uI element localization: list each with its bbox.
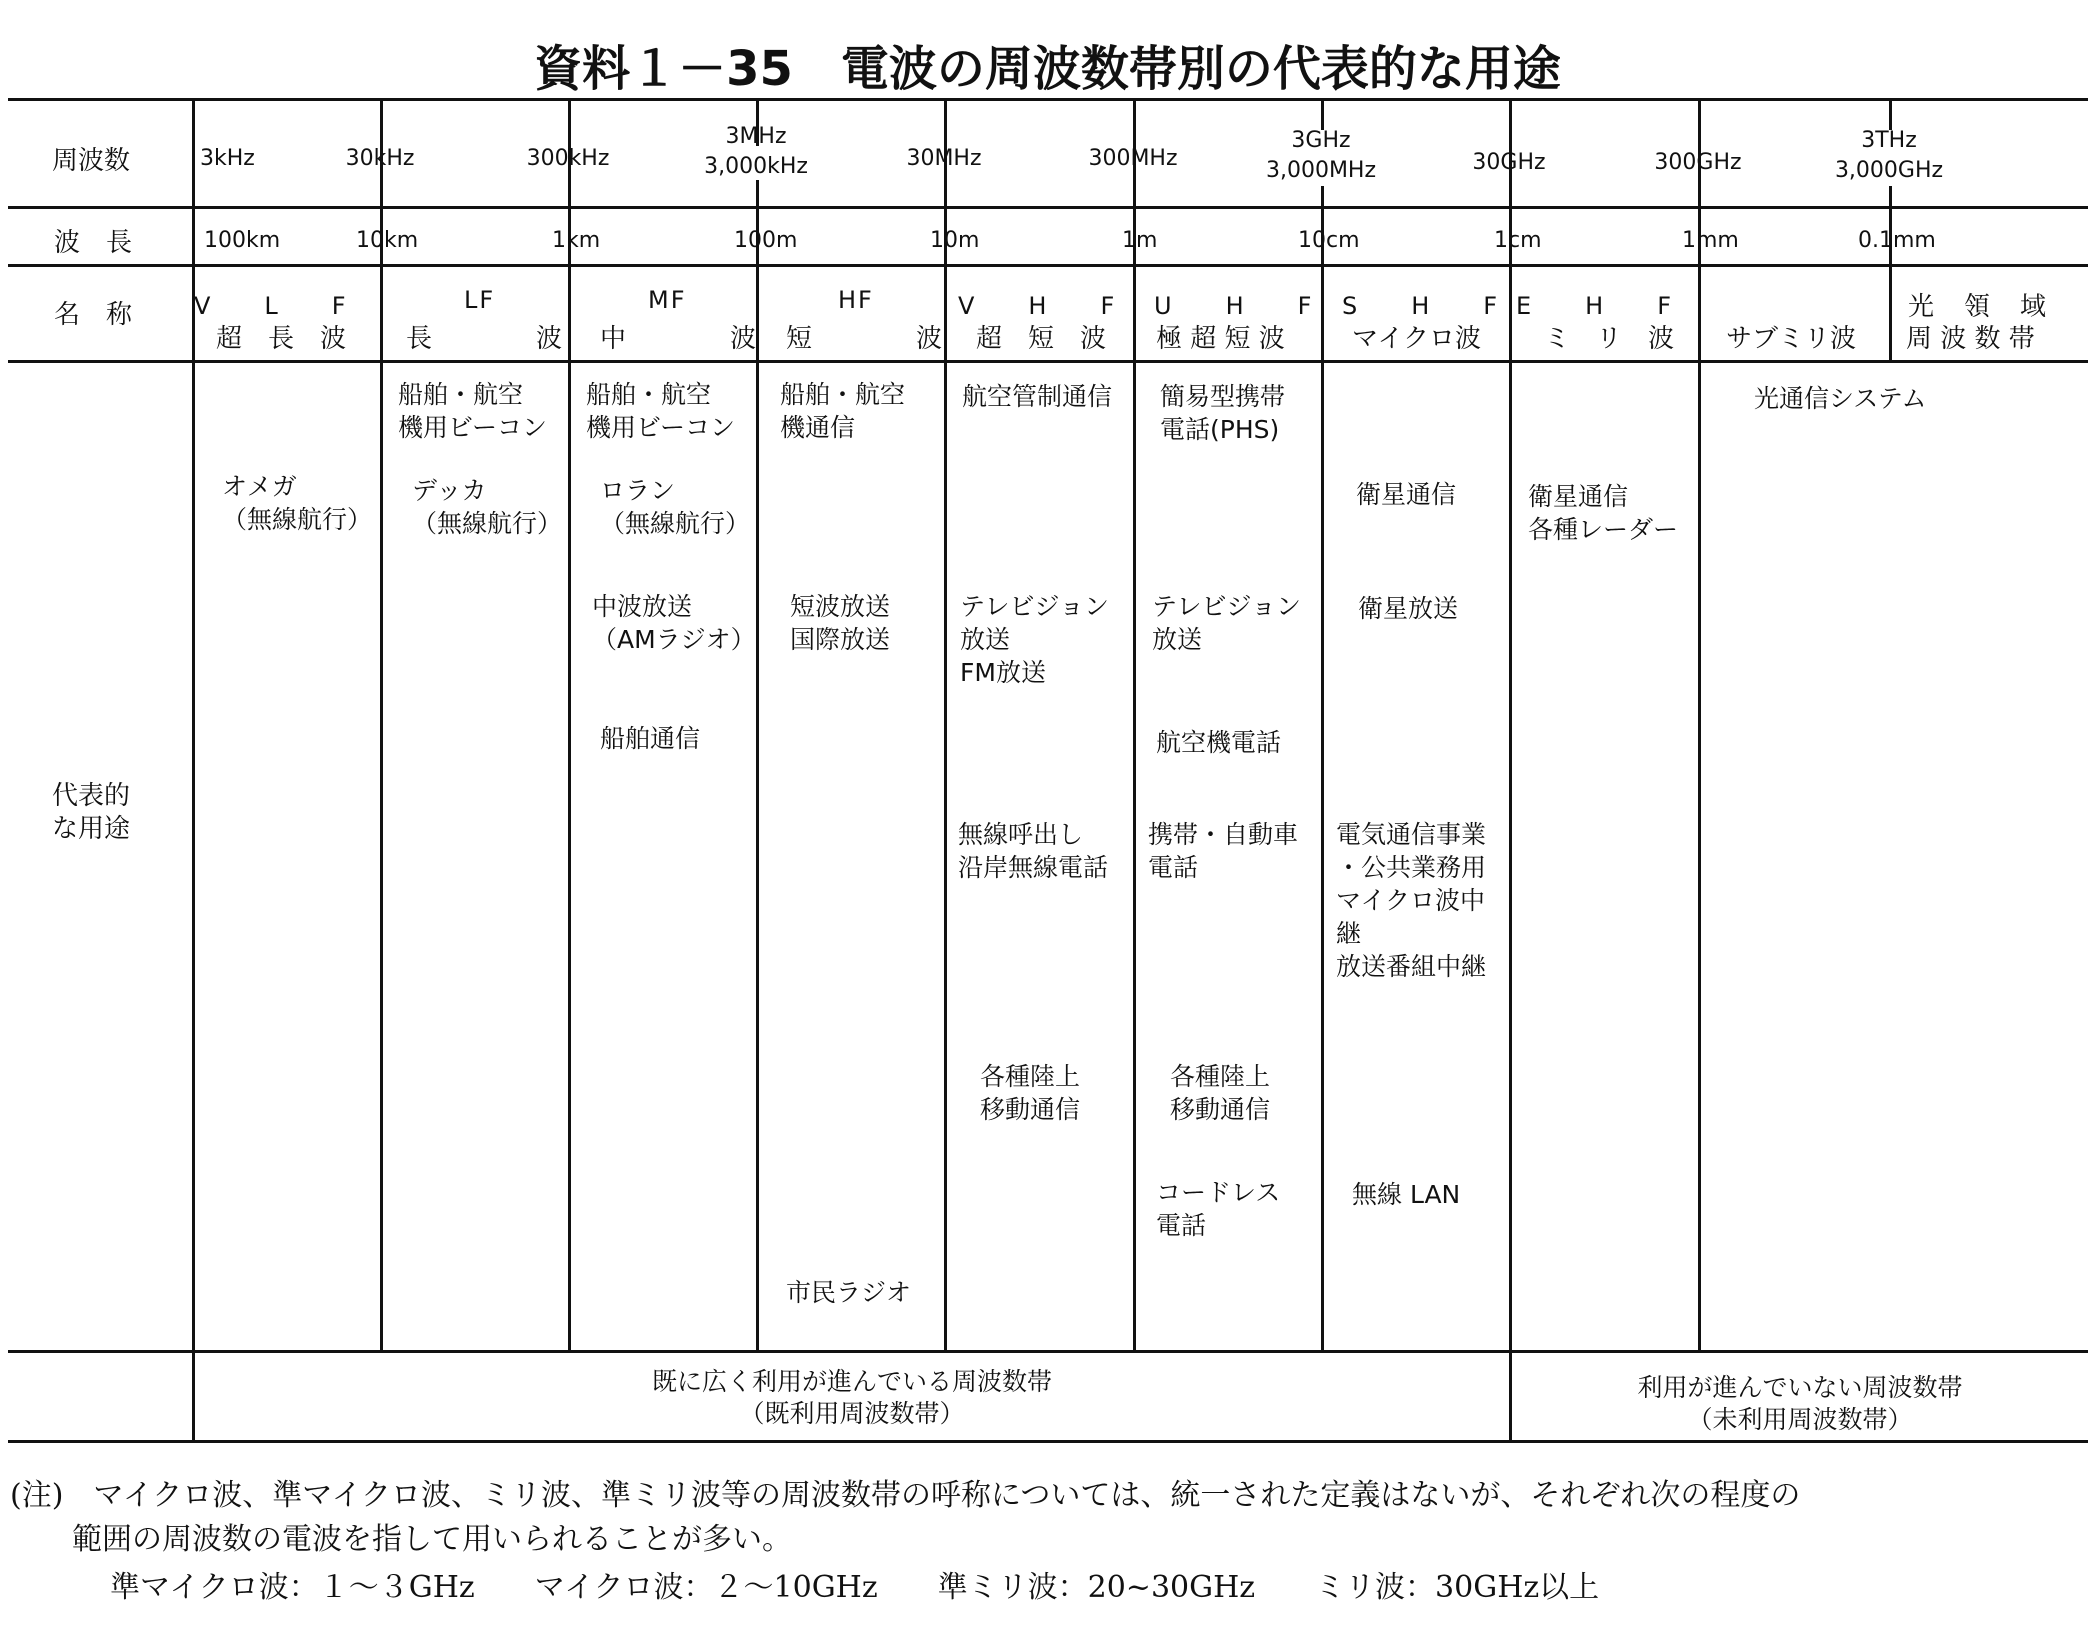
- wavelength-label: 10km: [356, 228, 419, 253]
- use-item: テレビジョン 放送 FM放送: [960, 592, 1110, 687]
- use-item: 各種陸上 移動通信: [980, 1062, 1081, 1124]
- column-rule: [1509, 264, 1512, 1440]
- freq-row-rule: [8, 206, 2088, 209]
- use-item: 市民ラジオ: [786, 1278, 912, 1307]
- band-name-vhf: 超 短 波: [976, 324, 1107, 354]
- row-header-wavelength: 波 長: [54, 228, 133, 258]
- column-rule: [380, 264, 383, 1350]
- wavelength-label: 100km: [204, 228, 281, 253]
- use-item: 航空管制通信: [962, 382, 1113, 411]
- band-name-lf: 長 波: [406, 324, 563, 354]
- column-rule: [756, 264, 759, 1350]
- use-item: 各種陸上 移動通信: [1170, 1062, 1271, 1124]
- table-top-rule: [8, 98, 2088, 101]
- note-line-3: 準マイクロ波：１～３GHz マイクロ波：２～10GHz 準ミリ波：20~30GHz ミリ波：30GHz以上: [110, 1570, 1600, 1605]
- band-abbr-mf: MF: [648, 286, 687, 314]
- wave-row-rule: [8, 264, 2088, 267]
- band-abbr-lf: LF: [464, 286, 496, 314]
- band-abbr-optical: 光 領 域: [1908, 292, 2049, 322]
- used-bands-label: 既に広く利用が進んでいる周波数帯 （既利用周波数帯）: [651, 1367, 1052, 1428]
- use-item: 衛星放送: [1358, 594, 1459, 623]
- use-item: 光通信システム: [1754, 384, 1927, 413]
- unused-bands-label: 利用が進んでいない周波数帯 （未利用周波数帯）: [1637, 1373, 1963, 1434]
- name-row-rule: [8, 360, 2088, 363]
- row-header-uses: 代表的 な用途: [52, 781, 131, 844]
- column-rule: [1321, 264, 1324, 1350]
- band-abbr-shf: S H F: [1342, 292, 1500, 320]
- band-name-ehf: ミ リ 波: [1544, 324, 1675, 354]
- band-name-uhf: 極 超 短 波: [1156, 324, 1285, 354]
- freq-label: 30kHz: [345, 146, 415, 171]
- note-line-2: 範囲の周波数の電波を指して用いられることが多い。: [72, 1522, 792, 1557]
- freq-label: 300MHz: [1088, 146, 1178, 171]
- band-name-hf: 短 波: [786, 324, 943, 354]
- use-item: 衛星通信 各種レーダー: [1528, 482, 1679, 544]
- use-item: 衛星通信: [1356, 480, 1457, 509]
- use-item: 中波放送 （AMラジオ）: [592, 592, 756, 654]
- band-abbr-vlf: V L F: [194, 292, 348, 320]
- page-title: 資料１－35 電波の周波数帯別の代表的な用途: [534, 41, 1561, 97]
- use-item: 無線呼出し 沿岸無線電話: [958, 820, 1109, 882]
- freq-label: 300kHz: [526, 146, 610, 171]
- use-item: 無線 LAN: [1352, 1180, 1461, 1209]
- use-item: 船舶通信: [600, 724, 701, 753]
- use-item: 携帯・自動車 電話: [1148, 820, 1299, 882]
- freq-label: 3kHz: [200, 146, 255, 171]
- use-item: コードレス 電話: [1156, 1178, 1281, 1240]
- row-header-frequency: 周波数: [52, 146, 131, 176]
- use-item: デッカ （無線航行）: [412, 476, 563, 538]
- use-item: 船舶・航空 機通信: [780, 380, 906, 442]
- use-item: 船舶・航空 機用ビーコン: [586, 380, 736, 442]
- use-item: 簡易型携帯 電話(PHS): [1160, 382, 1286, 444]
- uses-bottom-rule: [8, 1350, 2088, 1353]
- use-item: 電気通信事業 ・公共業務用 マイクロ波中 継 放送番組中継: [1336, 820, 1487, 981]
- column-rule: [1698, 264, 1701, 1350]
- use-item: 船舶・航空 機用ビーコン: [398, 380, 548, 442]
- band-name-mf: 中 波: [600, 324, 757, 354]
- column-rule: [1133, 264, 1136, 1350]
- use-item: 短波放送 国際放送: [790, 592, 891, 654]
- wavelength-label: 10m: [930, 228, 980, 253]
- band-abbr-uhf: U H F: [1154, 292, 1314, 320]
- band-name-shf: マイクロ波: [1352, 324, 1481, 354]
- column-rule: [1889, 264, 1892, 360]
- row-header-name: 名 称: [54, 300, 133, 330]
- use-item: テレビジョン 放送: [1152, 592, 1302, 654]
- freq-label: 3MHz 3,000kHz: [704, 124, 808, 179]
- wavelength-label: 1m: [1122, 228, 1158, 253]
- wavelength-label: 1mm: [1682, 228, 1739, 253]
- band-name-optical: 周 波 数 帯: [1906, 324, 2035, 354]
- freq-label: 3GHz 3,000MHz: [1265, 128, 1377, 183]
- band-name-vlf: 超 長 波: [216, 324, 347, 354]
- freq-label: 3THz 3,000GHz: [1834, 128, 1944, 183]
- wavelength-label: 1km: [552, 228, 601, 253]
- use-item: ロラン （無線航行）: [600, 476, 751, 538]
- wavelength-label: 100m: [734, 228, 798, 253]
- column-rule: [568, 264, 571, 1350]
- wavelength-label: 0.1mm: [1858, 228, 1936, 253]
- band-abbr-ehf: E H F: [1516, 292, 1674, 320]
- band-abbr-vhf: V H F: [958, 292, 1117, 320]
- freq-label: 300GHz: [1654, 150, 1742, 175]
- use-item: オメガ （無線航行）: [222, 472, 373, 534]
- freq-label: 30GHz: [1472, 150, 1546, 175]
- band-abbr-hf: HF: [838, 286, 874, 314]
- freq-label: 30MHz: [906, 146, 982, 171]
- note-line-1: (注) マイクロ波、準マイクロ波、ミリ波、準ミリ波等の周波数帯の呼称については、統一された定義はないが、それぞれ次の程度の: [10, 1478, 1801, 1513]
- wavelength-label: 10cm: [1298, 228, 1360, 253]
- column-rule: [944, 264, 947, 1350]
- band-name-submillimeter: サブミリ波: [1726, 324, 1857, 354]
- use-item: 航空機電話: [1156, 728, 1282, 757]
- wavelength-label: 1cm: [1494, 228, 1542, 253]
- table-bottom-rule: [8, 1440, 2088, 1443]
